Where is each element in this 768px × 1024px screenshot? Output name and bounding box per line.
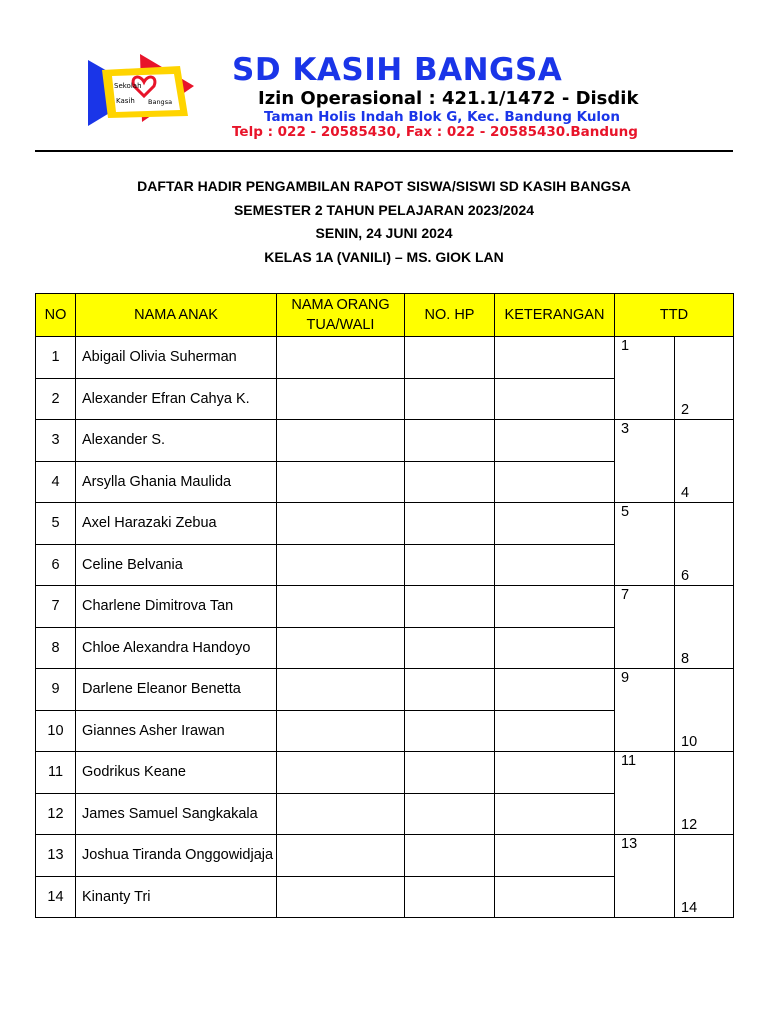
- title-line-2: SEMESTER 2 TAHUN PELAJARAN 2023/2024: [233, 201, 535, 218]
- notes-cell[interactable]: [495, 586, 615, 628]
- table-row: [36, 752, 734, 794]
- parent-name-cell[interactable]: [277, 710, 405, 752]
- phone-cell[interactable]: [405, 586, 495, 628]
- document-titles: [0, 175, 768, 269]
- student-name: Chloe Alexandra Handoyo: [76, 627, 277, 669]
- signature-cell[interactable]: 6: [675, 503, 734, 586]
- student-name: Arsylla Ghania Maulida: [76, 461, 277, 503]
- signature-cell[interactable]: 1: [615, 337, 675, 420]
- student-name: Kinanty Tri: [76, 876, 277, 918]
- signature-cell[interactable]: 7: [615, 586, 675, 669]
- parent-name-cell[interactable]: [277, 752, 405, 794]
- phone-cell[interactable]: [405, 337, 495, 379]
- notes-cell[interactable]: [495, 835, 615, 877]
- operational-permit: Izin Operasional : 421.1/1472 - Disdik: [258, 88, 639, 109]
- student-name: Giannes Asher Irawan: [76, 710, 277, 752]
- student-name: Charlene Dimitrova Tan: [76, 586, 277, 628]
- title-line-4: KELAS 1A (VANILI) – MS. GIOK LAN: [264, 248, 504, 265]
- signature-cell[interactable]: 13: [615, 835, 675, 918]
- logo-word-3: Bangsa: [148, 98, 173, 106]
- phone-cell[interactable]: [405, 710, 495, 752]
- column-header-notes: KETERANGAN: [495, 294, 615, 337]
- parent-name-cell[interactable]: [277, 378, 405, 420]
- parent-name-cell[interactable]: [277, 669, 405, 711]
- notes-cell[interactable]: [495, 669, 615, 711]
- row-number: 11: [36, 752, 76, 794]
- student-name: Axel Harazaki Zebua: [76, 503, 277, 545]
- parent-name-cell[interactable]: [277, 337, 405, 379]
- school-logo: [84, 52, 196, 130]
- column-header-no: NO: [36, 294, 76, 337]
- row-number: 13: [36, 835, 76, 877]
- parent-name-cell[interactable]: [277, 835, 405, 877]
- signature-cell[interactable]: 10: [675, 669, 734, 752]
- parent-name-cell[interactable]: [277, 461, 405, 503]
- signature-cell[interactable]: 11: [615, 752, 675, 835]
- phone-cell[interactable]: [405, 544, 495, 586]
- table-row: [36, 337, 734, 379]
- row-number: 5: [36, 503, 76, 545]
- row-number: 12: [36, 793, 76, 835]
- title-line-3: SENIN, 24 JUNI 2024: [315, 225, 453, 241]
- table-row: [36, 835, 734, 877]
- signature-cell[interactable]: 5: [615, 503, 675, 586]
- notes-cell[interactable]: [495, 503, 615, 545]
- signature-cell[interactable]: 12: [675, 752, 734, 835]
- student-name: Darlene Eleanor Benetta: [76, 669, 277, 711]
- column-header-signature: TTD: [615, 294, 734, 337]
- notes-cell[interactable]: [495, 793, 615, 835]
- table-header-row: [36, 294, 734, 337]
- phone-cell[interactable]: [405, 503, 495, 545]
- row-number: 9: [36, 669, 76, 711]
- notes-cell[interactable]: [495, 544, 615, 586]
- notes-cell[interactable]: [495, 752, 615, 794]
- student-name: Godrikus Keane: [76, 752, 277, 794]
- school-address: Taman Holis Indah Blok G, Kec. Bandung Kulon: [264, 109, 620, 125]
- student-name: James Samuel Sangkakala: [76, 793, 277, 835]
- table-row: [36, 503, 734, 545]
- column-header-name: NAMA ANAK: [76, 294, 277, 337]
- phone-cell[interactable]: [405, 876, 495, 918]
- row-number: 2: [36, 378, 76, 420]
- table-row: [36, 669, 734, 711]
- row-number: 8: [36, 627, 76, 669]
- table-row: [36, 420, 734, 462]
- parent-name-cell[interactable]: [277, 586, 405, 628]
- logo-word-2: Kasih: [116, 97, 135, 105]
- school-name: SD KASIH BANGSA: [232, 52, 563, 88]
- logo-word-1: Sekolah: [114, 82, 142, 90]
- notes-cell[interactable]: [495, 420, 615, 462]
- parent-name-cell[interactable]: [277, 793, 405, 835]
- notes-cell[interactable]: [495, 378, 615, 420]
- phone-cell[interactable]: [405, 420, 495, 462]
- signature-cell[interactable]: 3: [615, 420, 675, 503]
- row-number: 10: [36, 710, 76, 752]
- student-name: Joshua Tiranda Onggowidjaja: [76, 835, 277, 877]
- notes-cell[interactable]: [495, 627, 615, 669]
- phone-cell[interactable]: [405, 669, 495, 711]
- row-number: 4: [36, 461, 76, 503]
- row-number: 6: [36, 544, 76, 586]
- row-number: 14: [36, 876, 76, 918]
- column-header-parent: NAMA ORANG TUA/WALI: [277, 294, 405, 337]
- header-divider: [35, 150, 733, 152]
- phone-cell[interactable]: [405, 378, 495, 420]
- signature-cell[interactable]: 2: [675, 337, 734, 420]
- column-header-phone: NO. HP: [405, 294, 495, 337]
- notes-cell[interactable]: [495, 876, 615, 918]
- notes-cell[interactable]: [495, 337, 615, 379]
- signature-cell[interactable]: 4: [675, 420, 734, 503]
- student-name: Abigail Olivia Suherman: [76, 337, 277, 379]
- attendance-table: [35, 293, 734, 918]
- notes-cell[interactable]: [495, 710, 615, 752]
- student-name: Alexander S.: [76, 420, 277, 462]
- phone-cell[interactable]: [405, 627, 495, 669]
- school-phone: Telp : 022 - 20585430, Fax : 022 - 20585430.Bandung: [232, 124, 638, 140]
- row-number: 1: [36, 337, 76, 379]
- phone-cell[interactable]: [405, 752, 495, 794]
- parent-name-cell[interactable]: [277, 627, 405, 669]
- phone-cell[interactable]: [405, 793, 495, 835]
- phone-cell[interactable]: [405, 461, 495, 503]
- student-name: Alexander Efran Cahya K.: [76, 378, 277, 420]
- title-line-1: DAFTAR HADIR PENGAMBILAN RAPOT SISWA/SISWI SD KASIH BANGSA: [137, 178, 631, 194]
- table-row: [36, 586, 734, 628]
- notes-cell[interactable]: [495, 461, 615, 503]
- parent-name-cell[interactable]: [277, 503, 405, 545]
- signature-cell[interactable]: 9: [615, 669, 675, 752]
- parent-name-cell[interactable]: [277, 420, 405, 462]
- row-number: 3: [36, 420, 76, 462]
- signature-cell[interactable]: 8: [675, 586, 734, 669]
- parent-name-cell[interactable]: [277, 544, 405, 586]
- signature-cell[interactable]: 14: [675, 835, 734, 918]
- phone-cell[interactable]: [405, 835, 495, 877]
- student-name: Celine Belvania: [76, 544, 277, 586]
- parent-name-cell[interactable]: [277, 876, 405, 918]
- row-number: 7: [36, 586, 76, 628]
